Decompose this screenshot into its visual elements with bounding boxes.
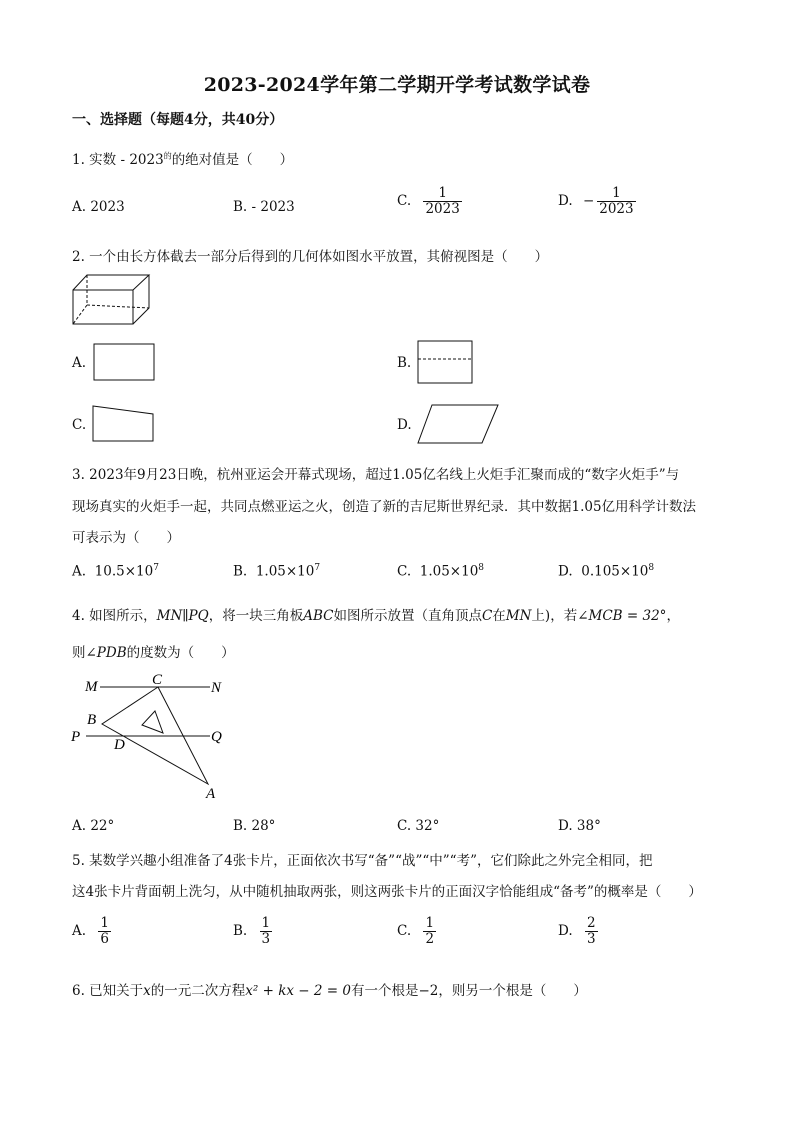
q2-solid-figure (70, 272, 154, 330)
question-3-line-3: 可表示为（ ） (72, 530, 180, 546)
label-d: D (114, 737, 125, 753)
question-2: 2. 一个由长方体截去一部分后得到的几何体如图水平放置，其俯视图是（ ） (72, 249, 549, 265)
q3-option-d: D. $0.105\times 10^8$ (558, 563, 655, 580)
q2-option-a-label: A. (72, 355, 87, 371)
question-4-line-1: 4. 如图所示，MN∥PQ，将一块三角板ABC如图所示放置（直角顶点C在MN上)，若∠MCB = 32°， (72, 608, 680, 624)
q4-diagram (68, 670, 238, 802)
label-n: N (211, 680, 222, 696)
label-a: A (206, 786, 216, 802)
question-4-line-2: 则∠PDB的度数为（ ） (72, 645, 235, 661)
q3-option-a: A. $10.5\times 10^7$ (72, 563, 159, 580)
q1-d-denominator: 2023 (599, 200, 634, 217)
q3-option-c: C. $1.05\times 10^8$ (397, 563, 485, 580)
label-p: P (71, 729, 81, 745)
q5-option-d: D. $\frac{2}{3}$ (558, 915, 596, 947)
q1-c-numerator: 1 (438, 185, 447, 201)
label-m: M (85, 679, 98, 695)
question-6: 6. 已知关于x的一元二次方程x² + kx − 2 = 0有一个根是−2，则另一个根是（ ） (72, 983, 587, 999)
q1-option-a: A. 2023 (72, 199, 125, 215)
q2-option-d-figure (416, 402, 500, 446)
q2-option-a-figure (92, 342, 156, 382)
question-5-line-2: 这4张卡片背面朝上洗匀，从中随机抽取两张，则这两张卡片的正面汉字恰能组成“备考”的概率是（ ） (72, 884, 702, 900)
q5-option-c: C. $\frac{1}{2}$ (397, 915, 435, 947)
q2-option-c-label: C. (72, 417, 87, 433)
q4-option-b: B. 28° (233, 818, 276, 834)
q1-text-a: 1. 实数 - 2023 (72, 152, 164, 168)
q4-option-a: A. 22° (72, 818, 115, 834)
q1-d-sign: − (582, 192, 595, 209)
question-3-line-2: 现场真实的火炬手一起，共同点燃亚运之火，创造了新的吉尼斯世界纪录．其中数据1.05亿用科学计数法 (72, 499, 697, 515)
label-b: B (87, 712, 97, 728)
question-5-line-1: 5. 某数学兴趣小组准备了4张卡片，正面依次书写“备”“战”“中”“考”，它们除此之外完全相同，把 (72, 853, 653, 869)
q5-option-b: B. $\frac{1}{3}$ (233, 915, 271, 947)
section-heading: 一、选择题（每题4分，共40分） (72, 112, 284, 128)
q4-option-c: C. 32° (397, 818, 440, 834)
q1-option-b: B. - 2023 (233, 199, 295, 215)
q5-option-a: A. $\frac{1}{6}$ (72, 915, 109, 947)
q3-option-b: B. $1.05\times 10^7$ (233, 563, 321, 580)
label-c: C (152, 672, 163, 688)
q2-option-d-label: D. (397, 417, 412, 433)
question-3-line-1: 3. 2023年9月23日晚，杭州亚运会开幕式现场，超过1.05亿名线上火炬手汇聚而成的“数字火炬手”与 (72, 467, 680, 483)
q1-d-numerator: 1 (612, 185, 621, 201)
q2-option-c-figure (90, 403, 156, 443)
q1-c-denominator: 2023 (425, 200, 460, 217)
inner-triangle (142, 711, 163, 733)
label-q: Q (211, 729, 222, 745)
q4-option-d: D. 38° (558, 818, 601, 834)
q2-option-b-label: B. (397, 355, 412, 371)
page-title: 2023-2024学年第二学期开学考试数学试卷 (203, 74, 591, 96)
question-1: 1. 实数 - $2023^的$的绝对值是（ ） (72, 151, 294, 168)
q1-option-c: C. $\frac{1}{2023}$ (397, 185, 460, 217)
q1-option-d: D. − $\frac{1}{2023}$ (558, 185, 634, 217)
q2-option-b-figure (416, 339, 474, 385)
q1-text-b: 的绝对值是（ ） (171, 152, 294, 168)
